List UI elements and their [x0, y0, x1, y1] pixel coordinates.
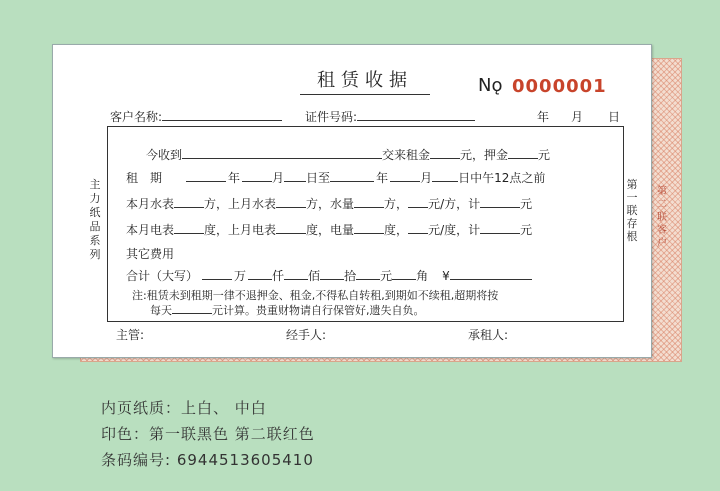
number-label: Nǫ: [478, 75, 503, 96]
electric-total-field[interactable]: [480, 221, 520, 234]
day-label: 日: [608, 110, 621, 124]
tenant-label: 承租人:: [468, 328, 509, 342]
qian-unit: 仟: [272, 269, 285, 283]
month-unit: 月: [420, 171, 433, 185]
total-jiao-field[interactable]: [392, 267, 416, 280]
end-year-field[interactable]: [330, 169, 374, 182]
start-year-field[interactable]: [186, 169, 226, 182]
lease-period-row: [126, 169, 545, 186]
print-color-spec: 印色：第一联黑色 第二联红色: [101, 425, 315, 443]
received-from-row: [146, 146, 550, 163]
late-fee-field[interactable]: [172, 303, 212, 314]
water-unit: 方，: [384, 197, 409, 211]
receipt-title: 租赁收据: [300, 66, 430, 95]
start-month-field[interactable]: [242, 169, 272, 182]
electric-current-field[interactable]: [174, 221, 204, 234]
wan-unit: 万: [234, 269, 247, 283]
water-meter-row: [126, 195, 532, 212]
yuan-unit: 元: [520, 223, 533, 237]
total-qian-field[interactable]: [248, 267, 272, 280]
notice-per-day: 每天: [150, 304, 172, 317]
rent-label: 交来租金: [382, 148, 431, 162]
electric-last-field[interactable]: [276, 221, 306, 234]
barcode-number: 条码编号: 6944513605410: [101, 451, 314, 469]
water-volume-field[interactable]: [354, 195, 384, 208]
deposit-label: 元，押金: [460, 148, 509, 162]
total-yuan-field[interactable]: [356, 267, 380, 280]
deposit-field[interactable]: [508, 146, 538, 159]
electric-usage-field[interactable]: [354, 221, 384, 234]
received-from-label: 今收到: [146, 148, 183, 162]
water-price-field[interactable]: [408, 195, 428, 208]
supervisor-label: 主管:: [116, 328, 145, 342]
water-meter-label: 本月水表: [126, 197, 175, 211]
electric-price-label: 元/度，计: [428, 223, 481, 237]
notice-text: [132, 289, 498, 318]
yen-sign: ¥: [442, 269, 450, 283]
other-fees-row: [126, 245, 174, 262]
end-day-field[interactable]: [432, 169, 458, 182]
bai-unit: 佰: [308, 269, 321, 283]
electric-meter-label: 本月电表: [126, 223, 175, 237]
id-number-label: 证件号码:: [305, 110, 358, 124]
electric-usage-label: 度，电量: [306, 223, 355, 237]
total-wan-field[interactable]: [202, 267, 232, 280]
water-last-label: 方，上月水表: [204, 197, 277, 211]
customer-name-field[interactable]: [162, 108, 282, 121]
other-fees-label: 其它费用: [126, 247, 175, 261]
serial-number: 0000001: [512, 76, 607, 97]
electric-last-label: 度，上月电表: [204, 223, 277, 237]
start-day-field[interactable]: [284, 169, 306, 182]
water-price-label: 元/方，计: [428, 197, 481, 211]
electric-price-field[interactable]: [408, 221, 428, 234]
rent-field[interactable]: [430, 146, 460, 159]
copy-label-stub: 第一联存根: [626, 178, 638, 243]
total-label: 合计（大写）: [126, 269, 199, 283]
received-from-field[interactable]: [182, 146, 382, 159]
month-label: 月: [571, 110, 584, 124]
year-unit: 年: [228, 171, 241, 185]
water-last-field[interactable]: [276, 195, 306, 208]
total-amount-field[interactable]: [450, 267, 532, 280]
year-unit: 年: [376, 171, 389, 185]
year-label: 年: [537, 110, 550, 124]
customer-name-row: [110, 108, 282, 125]
yuan-unit: 元: [538, 148, 551, 162]
end-month-field[interactable]: [390, 169, 420, 182]
before-noon-label: 日中午12点之前: [458, 171, 546, 185]
paper-spec: 内页纸质：上白、 中白: [101, 399, 267, 417]
notice-line-2: [132, 303, 498, 318]
total-shi-field[interactable]: [320, 267, 344, 280]
notice-line-1: 注:租赁未到租期一律不退押金、租金,不得私自转租,到期如不续租,超期将按: [132, 289, 499, 302]
lease-period-label: 租 期: [126, 171, 163, 185]
customer-name-label: 客户名称:: [110, 110, 163, 124]
series-side-text: 主力纸品系列: [89, 178, 101, 261]
electric-meter-row: [126, 221, 532, 238]
yuan-unit: 元: [520, 197, 533, 211]
id-number-row: [305, 108, 475, 125]
jiao-unit: 角: [416, 269, 429, 283]
until-label: 日至: [306, 171, 331, 185]
yuan-unit: 元: [380, 269, 393, 283]
month-unit: 月: [272, 171, 285, 185]
handler-label: 经手人:: [286, 328, 327, 342]
total-row: [126, 267, 532, 284]
copy-label-customer: 第二联客户: [657, 186, 667, 249]
water-total-field[interactable]: [480, 195, 520, 208]
electric-unit: 度，: [384, 223, 409, 237]
id-number-field[interactable]: [357, 108, 475, 121]
total-bai-field[interactable]: [284, 267, 308, 280]
water-current-field[interactable]: [174, 195, 204, 208]
notice-tail: 元计算。贵重财物请自行保管好,遗失自负。: [212, 304, 425, 317]
water-volume-label: 方，水量: [306, 197, 355, 211]
shi-unit: 拾: [344, 269, 357, 283]
